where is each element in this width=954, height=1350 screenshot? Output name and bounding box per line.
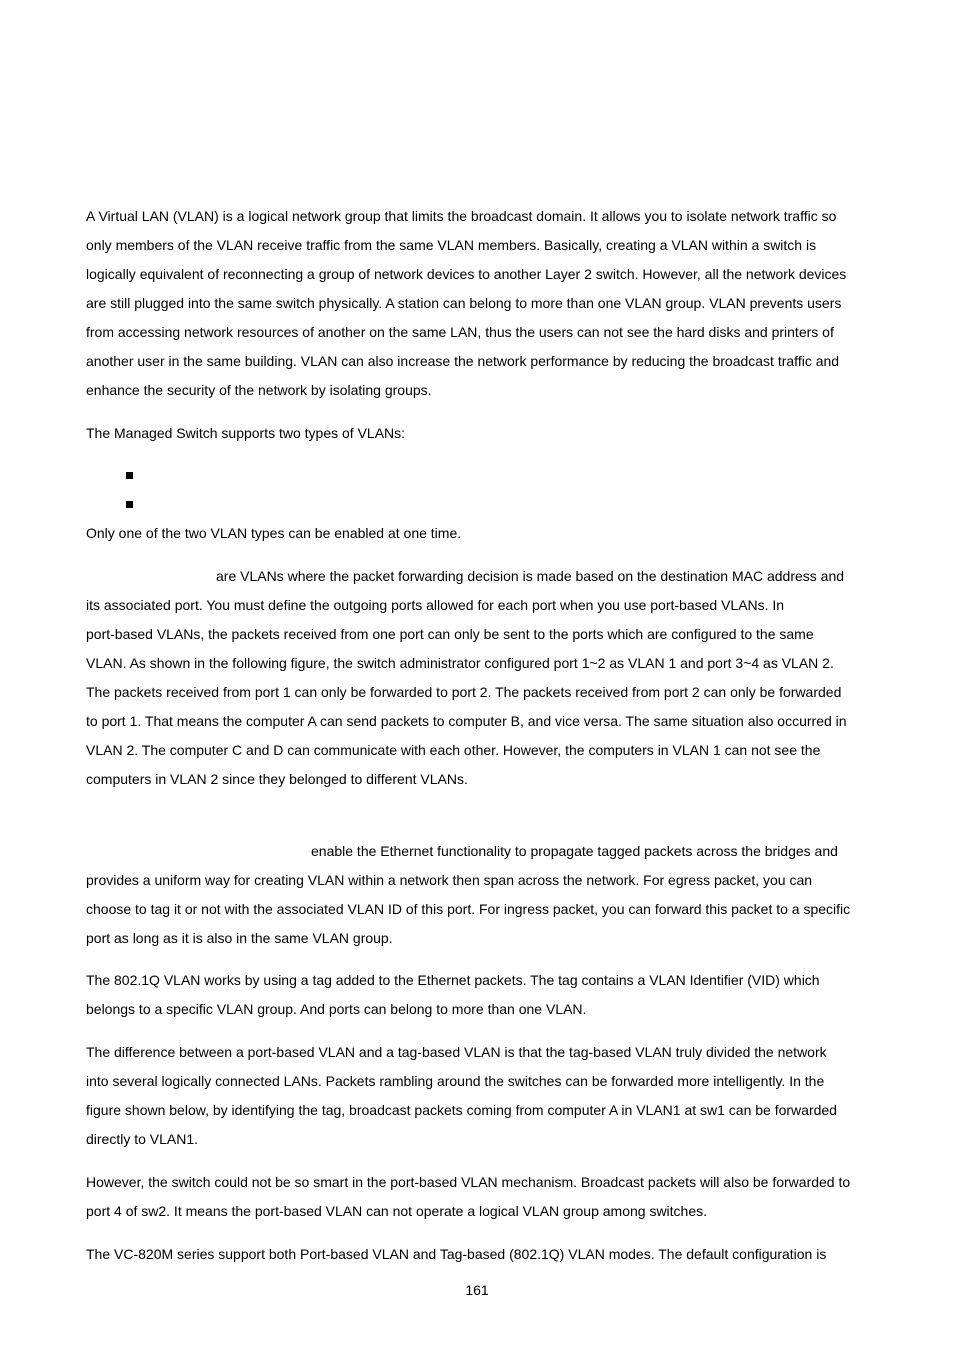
page-number: 161	[465, 1282, 489, 1298]
however-line: However, the switch could not be so smart in the port-based VLAN mechanism. Broadcast packets will also be forwarded to	[86, 1174, 851, 1190]
bullet-square-icon	[126, 472, 133, 479]
intro-line: only members of the VLAN receive traffic from the same VLAN members. Basically, creating a VLAN within a switch is	[86, 237, 817, 253]
tag-based-line: choose to tag it or not with the associated VLAN ID of this port. For ingress packet, you can forward this packet to a specific	[86, 901, 851, 917]
port-based-line: to port 1. That means the computer A can send packets to computer B, and vice versa. The same situation also occurred in	[86, 713, 847, 729]
intro-line: from accessing network resources of another on the same LAN, thus the users can not see the hard disks and printers of	[86, 324, 834, 340]
tag-based-paragraph	[86, 837, 872, 953]
difference-line: The difference between a port-based VLAN and a tag-based VLAN is that the tag-based VLAN truly divided the network	[86, 1044, 827, 1060]
port-based-paragraph	[86, 562, 872, 794]
dot1q-line: belongs to a specific VLAN group. And ports can belong to more than one VLAN.	[86, 1001, 587, 1017]
difference-line: into several logically connected LANs. Packets rambling around the switches can be forwarded more intelligently. In the	[86, 1073, 825, 1089]
intro-paragraph	[86, 202, 872, 405]
intro-line: are still plugged into the same switch physically. A station can belong to more than one VLAN group. VLAN prevents users	[86, 295, 842, 311]
tag-based-line: port as long as it is also in the same VLAN group.	[86, 930, 393, 946]
port-based-line: are VLANs where the packet forwarding decision is made based on the destination MAC address and	[216, 568, 845, 584]
difference-line: directly to VLAN1.	[86, 1131, 199, 1147]
vlan-types-intro-text: The Managed Switch supports two types of VLANs:	[86, 425, 406, 441]
one-type-note	[86, 519, 872, 548]
dot1q-line: The 802.1Q VLAN works by using a tag added to the Ethernet packets. The tag contains a VLAN Identifier (VID) which	[86, 972, 820, 988]
however-paragraph	[86, 1168, 872, 1226]
port-based-line: VLAN. As shown in the following figure, the switch administrator configured port 1~2 as VLAN 1 and port 3~4 as VLAN 2.	[86, 655, 834, 671]
one-type-note-text: Only one of the two VLAN types can be enabled at one time.	[86, 525, 462, 541]
intro-line: A Virtual LAN (VLAN) is a logical network group that limits the broadcast domain. It allows you to isolate network traffic so	[86, 208, 837, 224]
port-based-line: computers in VLAN 2 since they belonged to different VLANs.	[86, 771, 468, 787]
intro-line: logically equivalent of reconnecting a group of network devices to another Layer 2 switch. However, all the network devices	[86, 266, 847, 282]
port-based-line: port-based VLANs, the packets received from one port can only be sent to the ports which are configured to the same	[86, 626, 814, 642]
port-based-line: VLAN 2. The computer C and D can communicate with each other. However, the computers in VLAN 1 can not see the	[86, 742, 821, 758]
difference-paragraph	[86, 1038, 872, 1154]
bullet-square-icon	[126, 501, 133, 508]
dot1q-paragraph	[86, 966, 872, 1024]
vlan-types-intro	[86, 419, 872, 448]
intro-line: enhance the security of the network by isolating groups.	[86, 382, 432, 398]
however-line: port 4 of sw2. It means the port-based VLAN can not operate a logical VLAN group among switches.	[86, 1203, 708, 1219]
port-based-line: its associated port. You must define the outgoing ports allowed for each port when you use port-based VLANs. In	[86, 597, 785, 613]
modes-paragraph	[86, 1240, 872, 1269]
intro-line: another user in the same building. VLAN can also increase the network performance by reducing the broadcast traffic and	[86, 353, 840, 369]
port-based-line: The packets received from port 1 can only be forwarded to port 2. The packets received from port 2 can only be forwarded	[86, 684, 842, 700]
tag-based-line: provides a uniform way for creating VLAN within a network then span across the network. For egress packet, you can	[86, 872, 813, 888]
difference-line: figure shown below, by identifying the tag, broadcast packets coming from computer A in VLAN1 at sw1 can be forwarded	[86, 1102, 837, 1118]
modes-line: The VC-820M series support both Port-based VLAN and Tag-based (802.1Q) VLAN modes. The default configuration is	[86, 1246, 827, 1262]
tag-based-line: enable the Ethernet functionality to propagate tagged packets across the bridges and	[311, 843, 838, 859]
